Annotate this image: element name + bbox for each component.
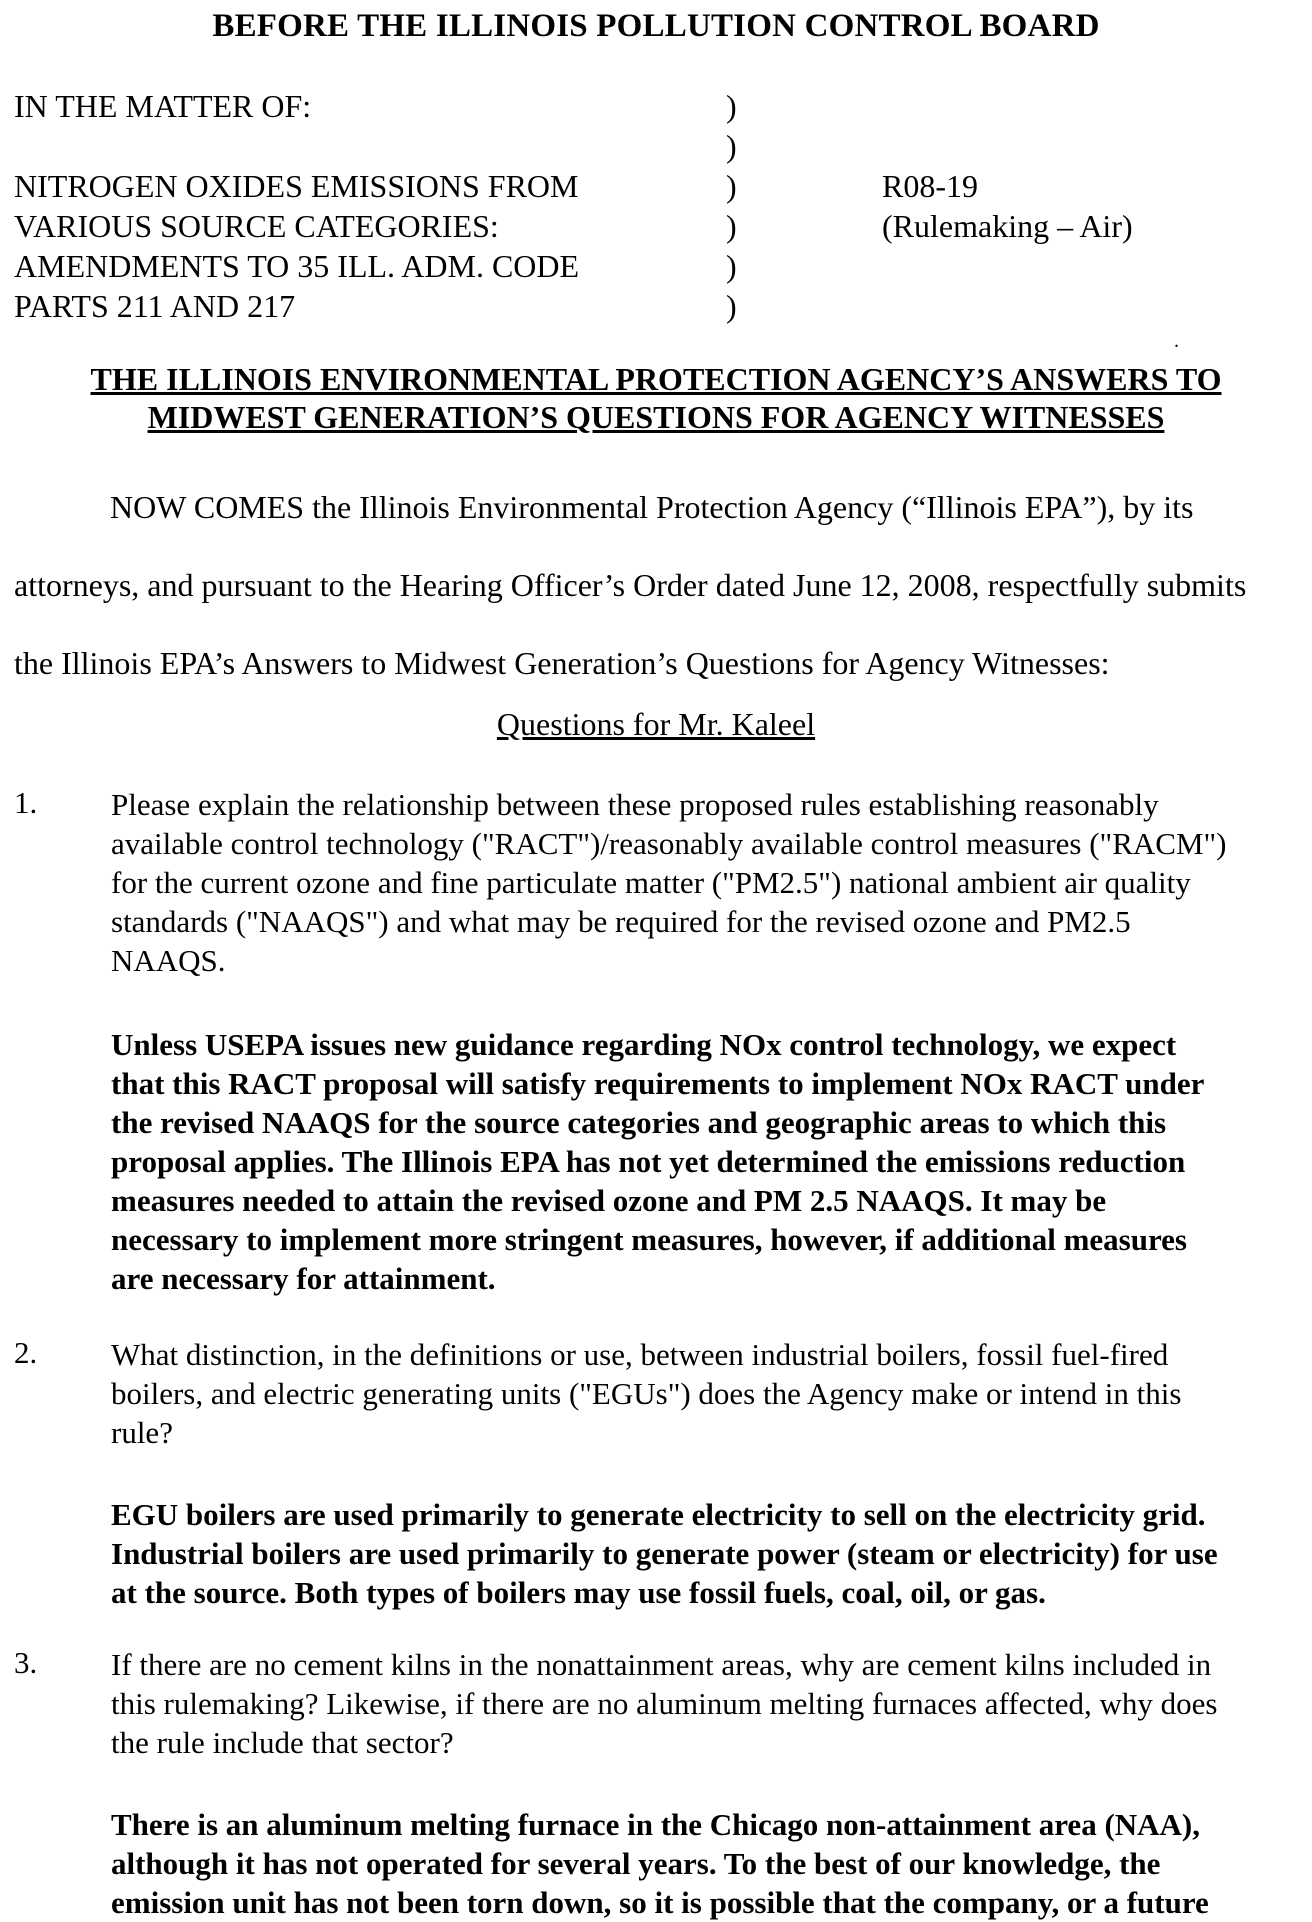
caption-line: PARTS 211 AND 217 — [14, 288, 296, 324]
answer-line: at the source. Both types of boilers may use fossil fuels, coal, oil, or gas. — [111, 1575, 1046, 1610]
caption-paren: ) — [726, 168, 737, 204]
caption-docket — [882, 86, 1133, 246]
questions-heading: Questions for Mr. Kaleel — [496, 706, 816, 742]
caption-line — [14, 126, 734, 166]
document-title-line: MIDWEST GENERATION’S QUESTIONS FOR AGENCY WITNESSES — [147, 399, 1165, 435]
caption-paren: ) — [726, 88, 737, 124]
caption-line: VARIOUS SOURCE CATEGORIES: — [14, 208, 499, 244]
document-title-line: THE ILLINOIS ENVIRONMENTAL PROTECTION AGENCY’S ANSWERS TO — [90, 361, 1222, 397]
question-line: If there are no cement kilns in the nonattainment areas, why are cement kilns included in — [111, 1647, 1212, 1682]
stray-mark: . — [1174, 330, 1179, 352]
question-number: 2. — [14, 1335, 38, 1370]
question-line: boilers, and electric generating units ("EGUs") does the Agency make or intend in this — [111, 1376, 1182, 1411]
question-line: What distinction, in the definitions or use, between industrial boilers, fossil fuel-fired — [111, 1337, 1169, 1372]
caption-line: IN THE MATTER OF: — [14, 88, 312, 124]
board-title: BEFORE THE ILLINOIS POLLUTION CONTROL BOARD — [212, 8, 1100, 44]
caption-paren: ) — [726, 208, 737, 244]
question-line: available control technology ("RACT")/reasonably available control measures ("RACM") — [111, 826, 1227, 861]
intro-paragraph — [14, 468, 1299, 702]
intro-line: NOW COMES the Illinois Environmental Protection Agency (“Illinois EPA”), by its — [110, 489, 1194, 525]
document-title — [0, 360, 1312, 436]
question-text — [111, 785, 1301, 980]
answer-line: necessary to implement more stringent measures, however, if additional measures — [111, 1222, 1187, 1257]
question-line: this rulemaking? Likewise, if there are no aluminum melting furnaces affected, why does — [111, 1686, 1218, 1721]
caption-parentheses — [726, 86, 737, 326]
docket-type: (Rulemaking – Air) — [882, 208, 1133, 244]
question-text — [111, 1645, 1301, 1762]
answer-line: Industrial boilers are used primarily to generate power (steam or electricity) for use — [111, 1536, 1218, 1571]
question-number: 3. — [14, 1645, 38, 1680]
caption-paren: ) — [726, 288, 737, 324]
question-number: 1. — [14, 785, 38, 820]
caption-paren: ) — [726, 128, 737, 164]
answer-line: There is an aluminum melting furnace in the Chicago non-attainment area (NAA), — [111, 1807, 1200, 1842]
question-line: Please explain the relationship between these proposed rules establishing reasonably — [111, 787, 1159, 822]
docket-number: R08-19 — [882, 168, 978, 204]
question-line: for the current ozone and fine particulate matter ("PM2.5") national ambient air quality — [111, 865, 1191, 900]
intro-line: the Illinois EPA’s Answers to Midwest Generation’s Questions for Agency Witnesses: — [14, 645, 1110, 681]
caption-line: AMENDMENTS TO 35 ILL. ADM. CODE — [14, 248, 580, 284]
answer-line: measures needed to attain the revised ozone and PM 2.5 NAAQS. It may be — [111, 1183, 1107, 1218]
caption-paren: ) — [726, 248, 737, 284]
answer-line: EGU boilers are used primarily to generate electricity to sell on the electricity grid. — [111, 1497, 1206, 1532]
answer-line: although it has not operated for several years. To the best of our knowledge, the — [111, 1846, 1161, 1881]
answer-text — [111, 1805, 1301, 1922]
answer-line: that this RACT proposal will satisfy requirements to implement NOx RACT under — [111, 1066, 1205, 1101]
answer-line: proposal applies. The Illinois EPA has not yet determined the emissions reduction — [111, 1144, 1186, 1179]
answer-text — [111, 1495, 1301, 1612]
answer-line: Unless USEPA issues new guidance regarding NOx control technology, we expect — [111, 1027, 1177, 1062]
answer-line: the revised NAAQS for the source categories and geographic areas to which this — [111, 1105, 1167, 1140]
question-line: rule? — [111, 1415, 173, 1450]
intro-line: attorneys, and pursuant to the Hearing Officer’s Order dated June 12, 2008, respectfully submits — [14, 567, 1247, 603]
caption-blank — [882, 86, 1133, 126]
question-line: the rule include that sector? — [111, 1725, 454, 1760]
question-text — [111, 1335, 1301, 1452]
caption-matter — [14, 86, 734, 326]
caption-line: NITROGEN OXIDES EMISSIONS FROM — [14, 168, 579, 204]
question-line: NAAQS. — [111, 943, 226, 978]
answer-text — [111, 1025, 1301, 1298]
answer-line: are necessary for attainment. — [111, 1261, 496, 1296]
question-line: standards ("NAAQS") and what may be required for the revised ozone and PM2.5 — [111, 904, 1131, 939]
caption-blank — [882, 126, 1133, 166]
answer-line: emission unit has not been torn down, so it is possible that the company, or a future — [111, 1885, 1209, 1920]
